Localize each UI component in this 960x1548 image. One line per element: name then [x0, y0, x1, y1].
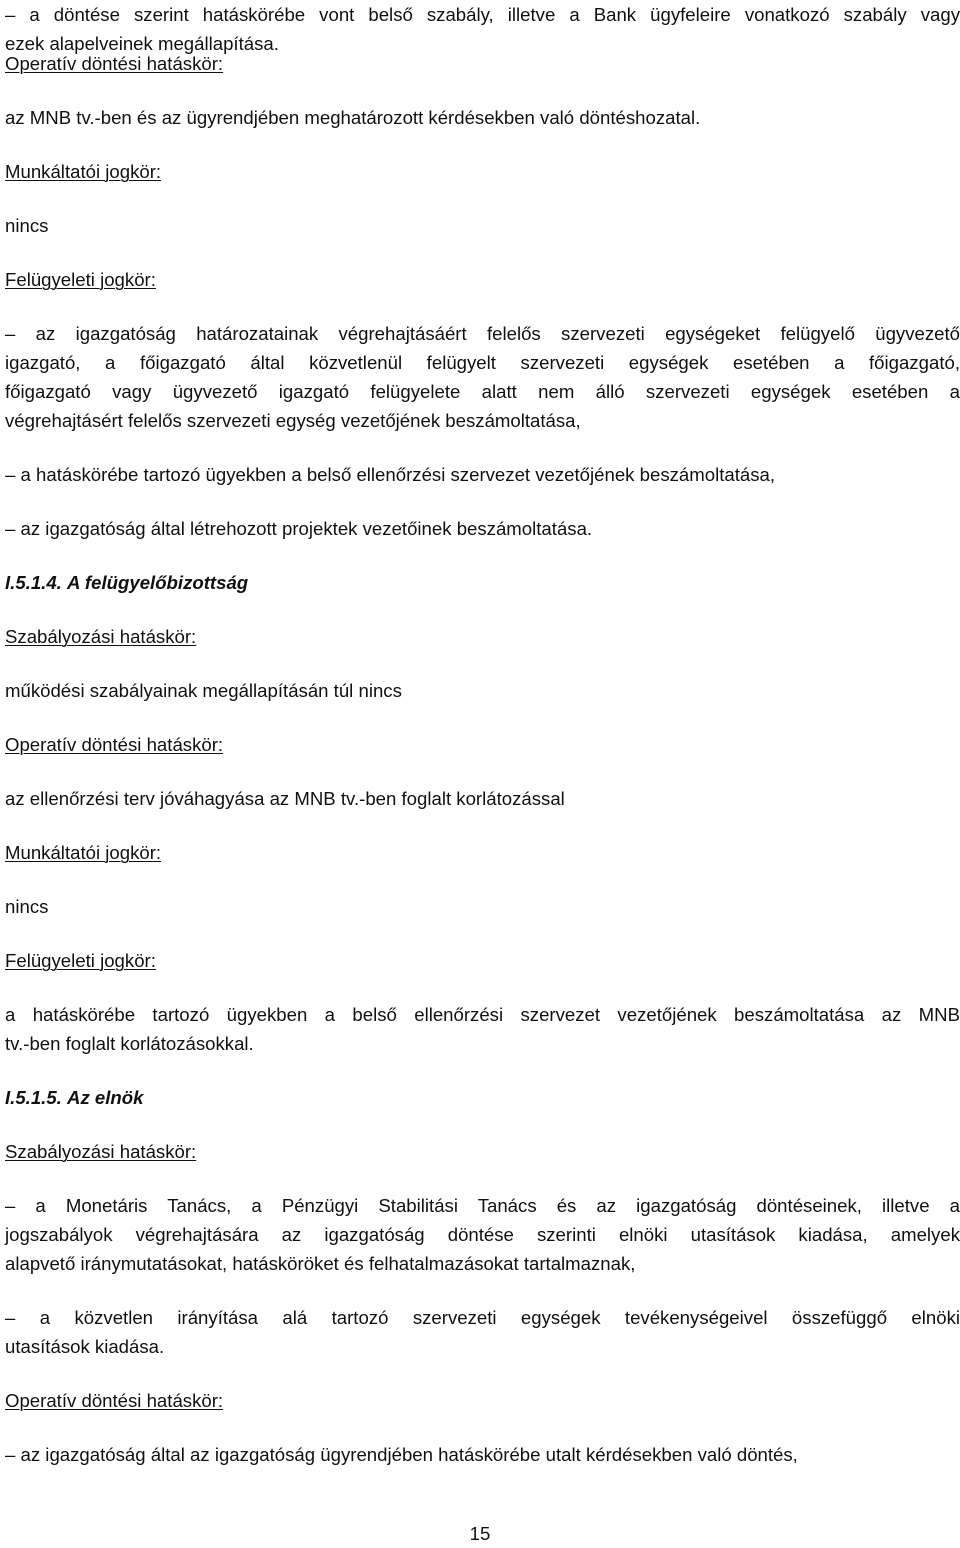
text-line: az ellenőrzési terv jóváhagyása az MNB tv.-ben foglalt korlátozással: [5, 788, 565, 809]
text-line: ezek alapelveinek megállapítása.: [5, 33, 279, 54]
text-line: – az igazgatóság által az igazgatóság ügyrendjében hatáskörébe utalt kérdésekben való döntés,: [5, 1444, 798, 1465]
section-label: Operatív döntési hatáskör:: [5, 1390, 224, 1411]
text-line: alapvető iránymutatásokat, hatásköröket és felhatalmazásokat tartalmaznak,: [5, 1253, 636, 1274]
text-line: nincs: [5, 215, 49, 236]
text-line: az MNB tv.-ben és az ügyrendjében meghatározott kérdésekben való döntéshozatal.: [5, 107, 701, 128]
text-line: utasítások kiadása.: [5, 1336, 165, 1357]
section-label: Munkáltatói jogkör:: [5, 161, 162, 182]
text-line: – az igazgatóság határozatainak végrehajtásáért felelős szervezeti egységeket felügyelő ügyvezető: [5, 323, 960, 344]
text-line: – a döntése szerint hatáskörébe vont belső szabály, illetve a Bank ügyfeleire vonatkozó szabály vagy: [5, 4, 960, 25]
section-heading: [5, 1083, 960, 1112]
text-line: tv.-ben foglalt korlátozásokkal.: [5, 1033, 254, 1054]
text-line: jogszabályok végrehajtására az igazgatóság döntése szerinti elnöki utasítások kiadása, amelyek: [5, 1224, 960, 1245]
text-line: a hatáskörébe tartozó ügyekben a belső ellenőrzési szervezet vezetőjének beszámoltatása az MNB: [5, 1004, 960, 1025]
section-label: Felügyeleti jogkör:: [5, 269, 156, 290]
text-line: – a Monetáris Tanács, a Pénzügyi Stabilitási Tanács és az igazgatóság döntéseinek, illetve a: [5, 1195, 960, 1216]
text-line: főigazgató vagy ügyvezető igazgató felügyelete alatt nem álló szervezeti egységek esetében a: [5, 381, 960, 402]
text-line: – a hatáskörébe tartozó ügyekben a belső ellenőrzési szervezet vezetőjének beszámoltatása,: [5, 464, 776, 485]
section-number: I.5.1.4.: [5, 572, 62, 593]
section-title: A felügyelőbizottság: [67, 572, 249, 593]
section-title: Az elnök: [67, 1087, 144, 1108]
text-line: igazgató, a főigazgató által közvetlenül felügyelt szervezeti egységek esetében a főigazgató,: [5, 352, 960, 373]
text-line: – a közvetlen irányítása alá tartozó szervezeti egységek tevékenységeivel összefüggő elnöki: [5, 1307, 960, 1328]
section-label: Szabályozási hatáskör:: [5, 626, 197, 647]
text-line: végrehajtásért felelős szervezeti egység vezetőjének beszámoltatása,: [5, 410, 581, 431]
text-line: működési szabályainak megállapításán túl nincs: [5, 680, 402, 701]
section-label: Operatív döntési hatáskör:: [5, 53, 224, 74]
page-number: 15: [469, 1523, 491, 1544]
section-label: Felügyeleti jogkör:: [5, 950, 156, 971]
text-line: – az igazgatóság által létrehozott projektek vezetőinek beszámoltatása.: [5, 518, 593, 539]
section-label: Munkáltatói jogkör:: [5, 842, 162, 863]
section-label: Szabályozási hatáskör:: [5, 1141, 197, 1162]
text-line: nincs: [5, 896, 49, 917]
section-number: I.5.1.5.: [5, 1087, 62, 1108]
section-label: Operatív döntési hatáskör:: [5, 734, 224, 755]
section-heading: [5, 568, 960, 597]
